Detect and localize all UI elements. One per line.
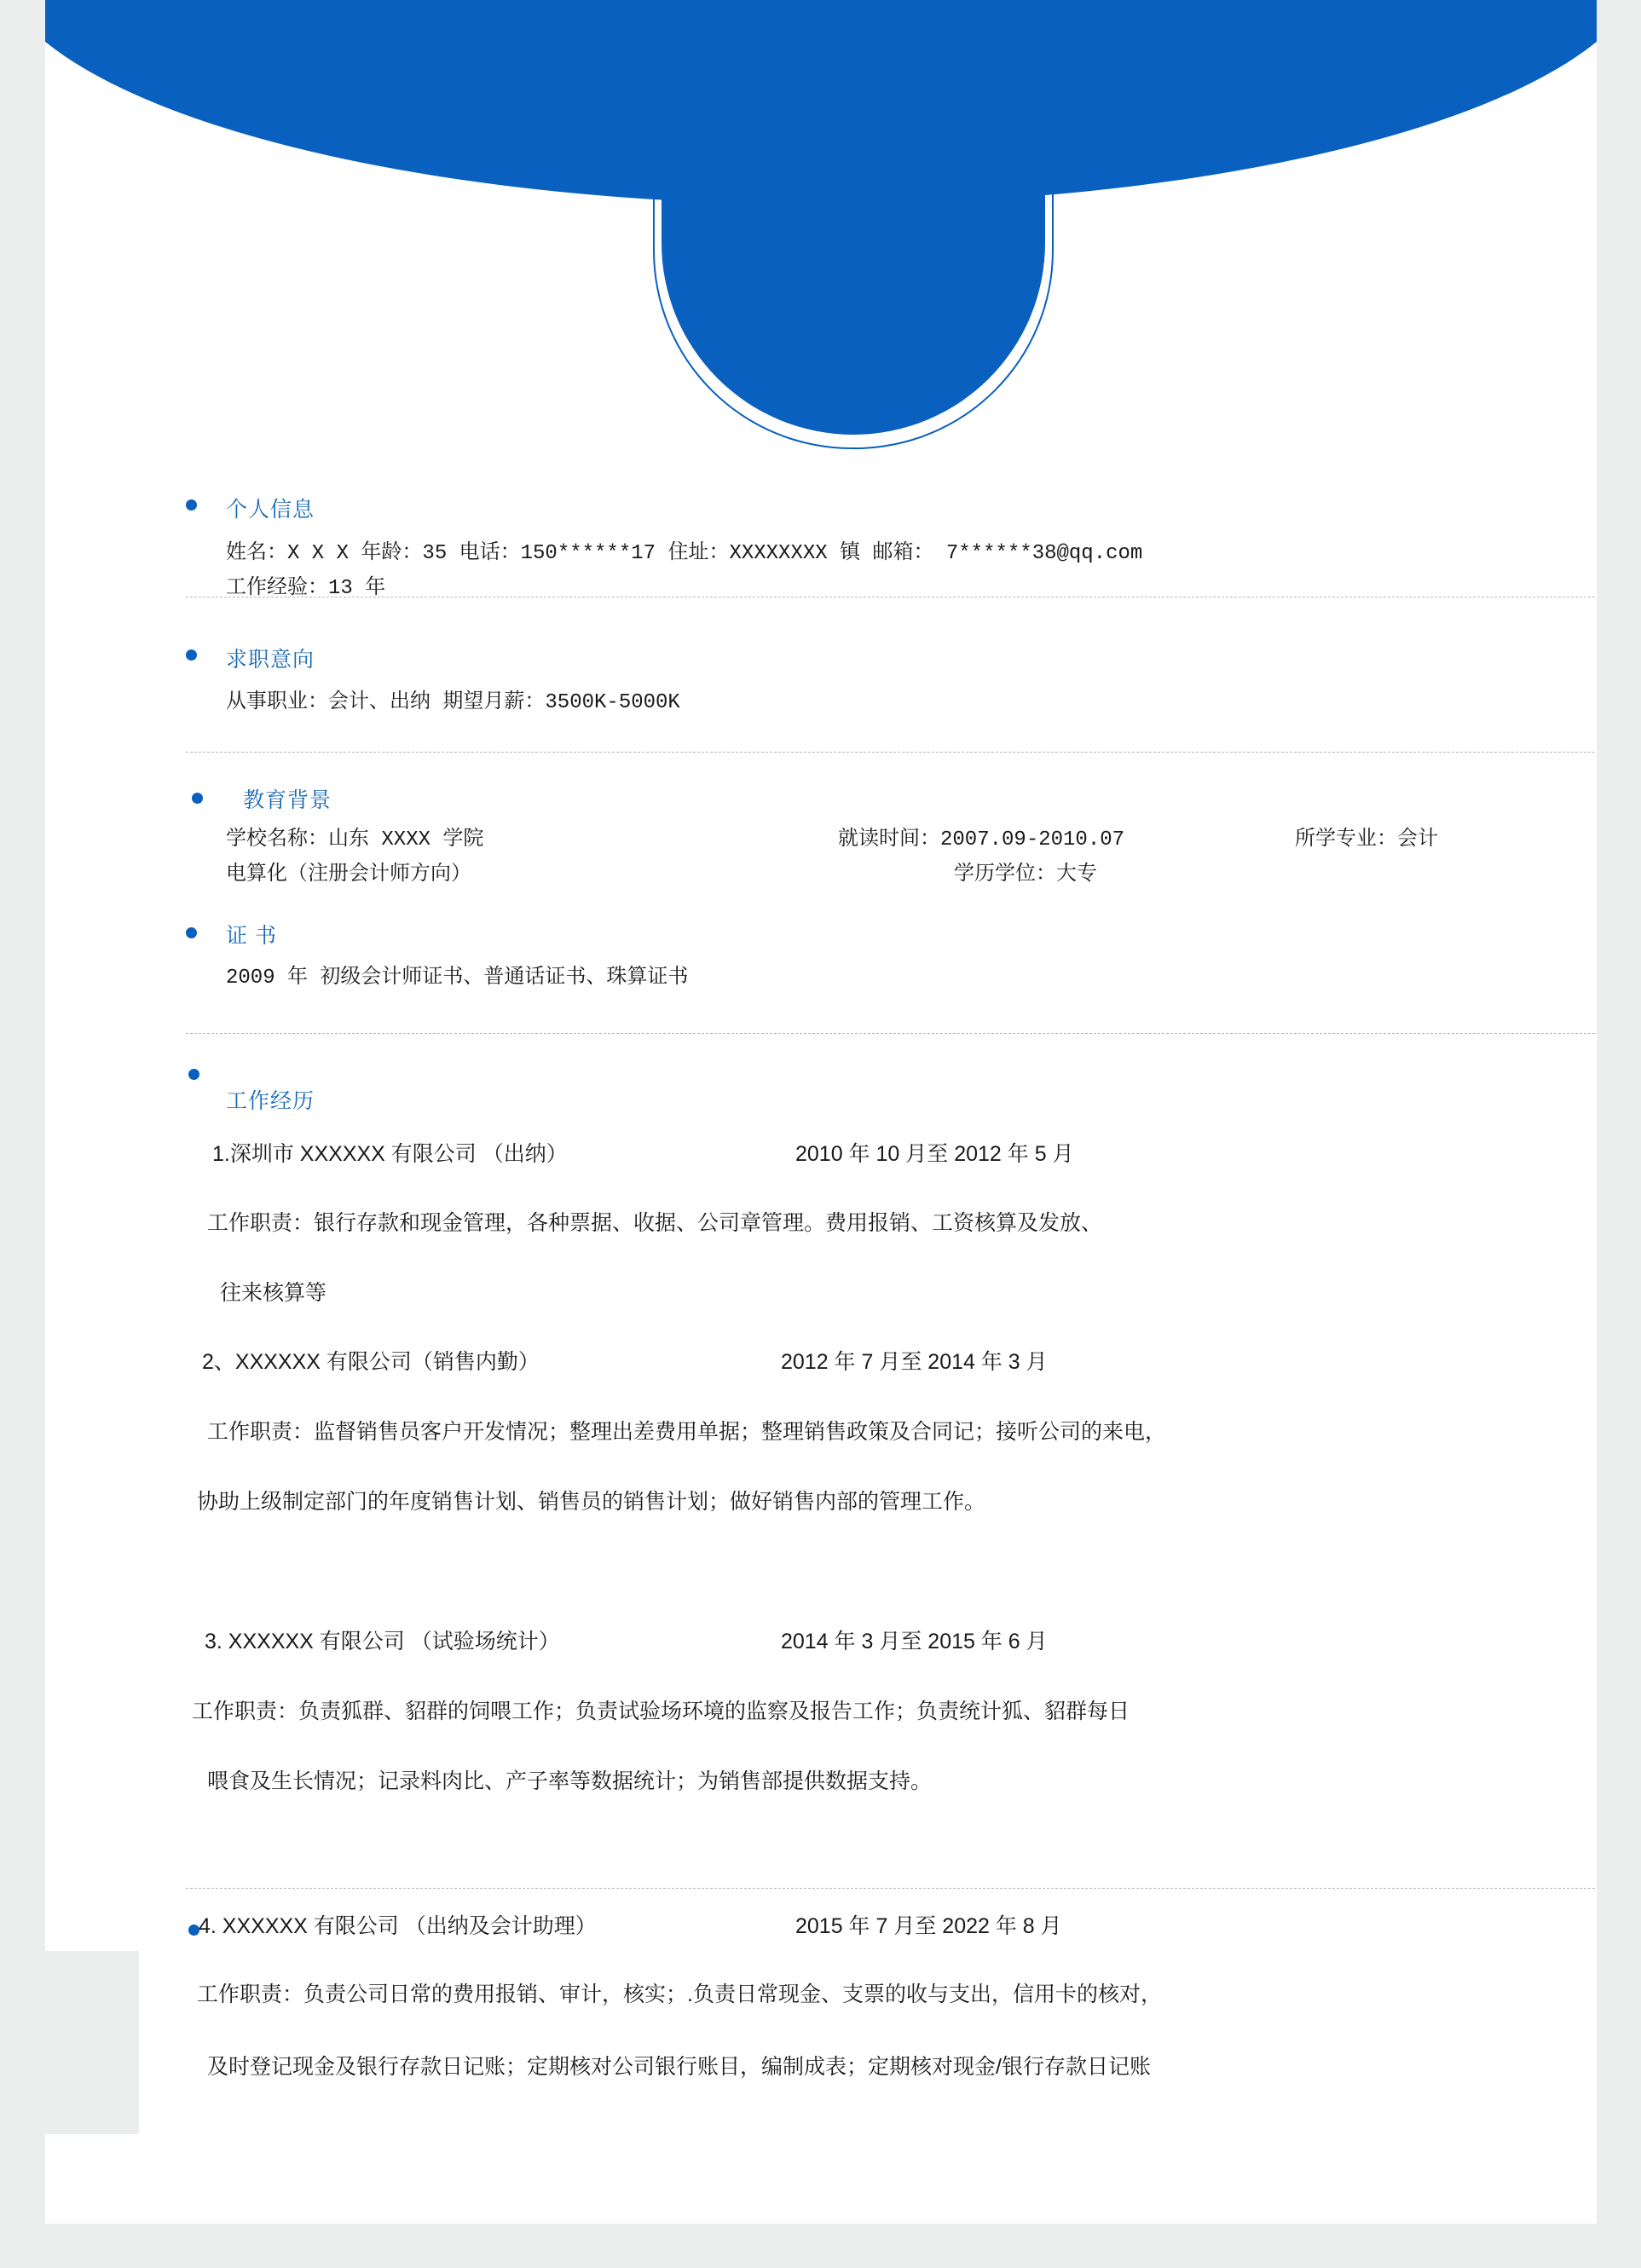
job-4-duty-line-2: 及时登记现金及银行存款日记账；定期核对公司银行账目，编制成表；定期核对现金/银行存款日记账 bbox=[207, 2055, 1151, 2079]
job-2-period: 2012 年 7 月至 2014 年 3 月 bbox=[781, 1350, 1048, 1374]
job-1-duty-line-1: 工作职责：银行存款和现金管理，各种票据、收据、公司章管理。费用报销、工资核算及发放、 bbox=[207, 1211, 1103, 1235]
job-2-duty-line-1: 工作职责：监督销售员客户开发情况；整理出差费用单据；整理销售政策及合同记；接听公司的来电， bbox=[207, 1420, 1167, 1444]
bullet-certificates bbox=[186, 927, 197, 938]
personal-line-2: 工作经验：13 年 bbox=[226, 577, 386, 600]
resume-sheet bbox=[45, 0, 1597, 2224]
job-3-duty-line-2: 喂食及生长情况；记录料肉比、产子率等数据统计；为销售部提供数据支持。 bbox=[207, 1769, 933, 1793]
section-title-experience: 工作经历 bbox=[226, 1089, 315, 1113]
job-4-duty-line-1: 工作职责：负责公司日常的费用报销、审计，核实；.负责日常现金、支票的收与支出，信用卡的核对， bbox=[197, 1982, 1162, 2006]
personal-line-1: 姓名：X X X 年龄：35 电话：150******17 住址：XXXXXXXX 镇 邮箱： 7******38@qq.com bbox=[226, 542, 1143, 565]
divider-certificates bbox=[186, 1033, 1597, 1034]
job-2-duty-line-2: 协助上级制定部门的年度销售计划、销售员的销售计划；做好销售内部的管理工作。 bbox=[197, 1490, 986, 1514]
divider-objective bbox=[186, 752, 1597, 753]
job-4-period: 2015 年 7 月至 2022 年 8 月 bbox=[795, 1914, 1062, 1938]
education-major: 所学专业：会计 bbox=[1295, 828, 1438, 851]
section-title-education: 教育背景 bbox=[243, 788, 332, 812]
objective-line-1: 从事职业：会计、出纳 期望月薪：3500K-5000K bbox=[226, 691, 680, 714]
job-2-heading: 2、XXXXXX 有限公司（销售内勤） bbox=[202, 1350, 540, 1374]
job-3-period: 2014 年 3 月至 2015 年 6 月 bbox=[781, 1630, 1048, 1653]
certificates-line-1: 2009 年 初级会计师证书、普通话证书、珠算证书 bbox=[226, 967, 689, 990]
job-1-period: 2010 年 10 月至 2012 年 5 月 bbox=[795, 1142, 1074, 1166]
bullet-objective bbox=[186, 649, 197, 661]
section-title-certificates: 证 书 bbox=[226, 924, 277, 948]
bullet-personal bbox=[186, 499, 197, 511]
education-school: 学校名称：山东 XXXX 学院 bbox=[226, 828, 484, 851]
bullet-experience bbox=[188, 1069, 199, 1080]
job-1-duty-line-2: 往来核算等 bbox=[220, 1281, 327, 1305]
job-3-duty-line-1: 工作职责：负责狐群、貂群的饲喂工作；负责试验场环境的监察及报告工作；负责统计狐、貂群每日 bbox=[192, 1700, 1130, 1723]
section-title-personal: 个人信息 bbox=[226, 498, 315, 522]
education-degree: 学历学位：大专 bbox=[954, 863, 1097, 886]
education-major-detail: 电算化（注册会计师方向） bbox=[226, 863, 471, 886]
job-1-heading: 1.深圳市 XXXXXX 有限公司 （出纳） bbox=[212, 1142, 568, 1166]
section-title-objective: 求职意向 bbox=[226, 648, 315, 672]
bullet-education bbox=[192, 793, 203, 804]
left-margin-band bbox=[45, 1951, 139, 2134]
job-3-heading: 3. XXXXXX 有限公司 （试验场统计） bbox=[205, 1630, 560, 1653]
education-period: 就读时间：2007.09-2010.07 bbox=[838, 828, 1125, 851]
job-4-heading: 4. XXXXXX 有限公司 （出纳及会计助理） bbox=[199, 1914, 597, 1938]
divider-experience bbox=[186, 1888, 1597, 1889]
